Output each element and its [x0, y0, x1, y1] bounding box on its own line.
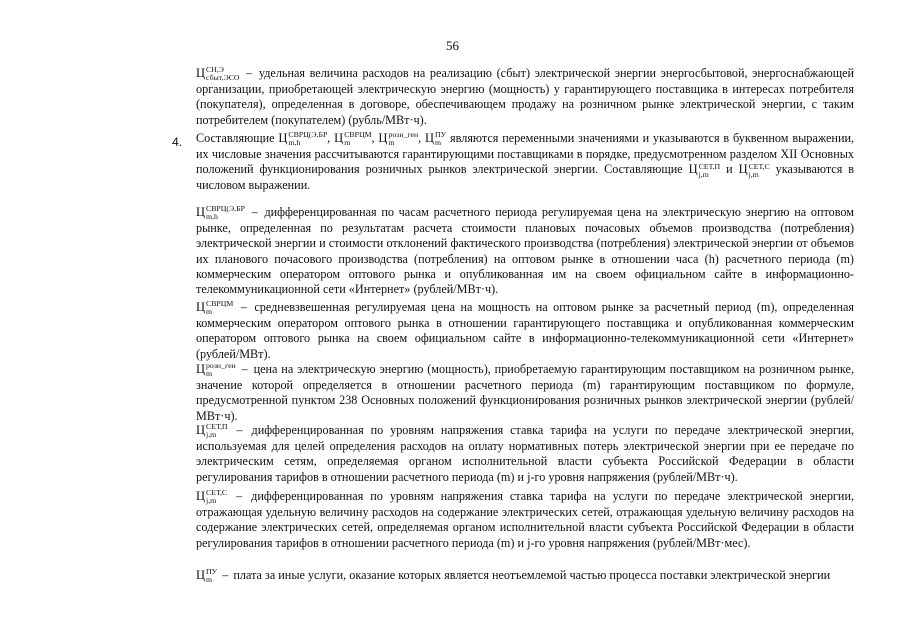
formula-symbol: Ц СВРЦ(Э,БР m,h — [278, 130, 328, 148]
definition-svrc-energy: Ц СВРЦ(Э,БР m,h – дифференцированная по часам расчетного периода регулируемая цена на электрическую энергию на оптовом рынке, определенная по результатам расчета стоимости плановых почасовых объемов производства (потребления) электрической энергии и стоимости отклонений фактического производства (потребления) электрической энергии от объемов их планового почасового производства (потребления) на оптовом рынке в отношении часа (h) расчетного периода (m) коммерческим оператором оптового рынка и опубликованная им на своем официальном сайте в информационно-телекоммуникационной сети «Интернет» (рублей/МВт·ч). — [196, 204, 855, 297]
formula-symbol: Ц ПУ m — [196, 567, 218, 585]
paragraph-text: удельная величина расходов на реализацию (сбыт) электрической энергии энергосбытовой, энергоснабжающей организации, приобретающей электрическую энергию (мощность) у гарантирующего поставщика в интересах потребителя (покупателя), определенная в договоре, обеспечивающем продажу на розничном рынке электрической энергии, с таким потребителем (покупателем) (рубль/МВт·ч). — [196, 66, 855, 127]
formula-symbol: Ц СЕТ,С j,m — [196, 488, 228, 506]
list-number: 4. — [172, 135, 183, 149]
definition-network-losses: Ц СЕТ,П j,m – дифференцированная по уровням напряжения ставка тарифа на услуги по передаче электрической энергии, используемая для целей определения расходов на оплату нормативных потерь электрической энергии при ее передаче по электрическим сетям, определяемая органом исполнительной власти субъекта Российской Федерации в области регулирования тарифов в отношении расчетного периода (m) и j-го уровня напряжения (рублей/МВт·ч). — [196, 422, 855, 484]
item-4-paragraph: Составляющие Ц СВРЦ(Э,БР m,h , Ц СВРЦМ m , Ц розн_ген m , Ц ПУ m являются переменными значениями и указываются в буквенном выражении, их числовые значения рассчитываются гарантирующими поставщиками в порядке, предусмотренном разделом XII Основных положений функционирования розничных рынков электрической энергии. Составляющие Ц СЕТ,П j,m и Ц СЕТ,С j,m указываются в числовом выражении. — [196, 130, 855, 193]
definition-network-maintenance: Ц СЕТ,С j,m – дифференцированная по уровням напряжения ставка тарифа на услуги по передаче электрической энергии, отражающая удельную величину расходов на содержание электрических сетей, отражающая удельную величину расходов на содержание электрических сетей, определяемая органом исполнительной власти субъекта Российской Федерации в области регулирования тарифов в отношении расчетного периода (m) и j-го уровня напряжения (рублей/МВт·мес). — [196, 488, 855, 550]
formula-symbol: Ц СВРЦМ m — [334, 130, 372, 148]
definition-svrc-capacity: Ц СВРЦМ m – средневзвешенная регулируемая цена на мощность на оптовом рынке за расчетный период (m), определенная коммерческим оператором оптового рынка в отношении гарантирующего поставщика и опубликованная коммерческим оператором оптового рынка на своем официальном сайте в информационно-телекоммуникационной сети «Интернет» (рублей/МВт). — [196, 299, 855, 361]
formula-symbol: Ц розн_ген m — [378, 130, 419, 148]
paragraph-sales-cost: Ц СН,Э сбыт,ЭСО – удельная величина расходов на реализацию (сбыт) электрической энергии энергосбытовой, энергоснабжающей организации, приобретающей электрическую энергию (мощность) у гарантирующего поставщика в интересах потребителя (покупателя), определенная в договоре, обеспечивающем продажу на розничном рынке электрической энергии, с таким потребителем (покупателем) (рубль/МВт·ч). — [196, 65, 855, 127]
formula-symbol: Ц СЕТ,П j,m — [688, 161, 721, 179]
formula-symbol: Ц СВРЦ(Э,БР m,h — [196, 204, 245, 222]
formula-symbol: Ц СЕТ,П j,m — [196, 422, 228, 440]
formula-symbol: Ц СВРЦМ m — [196, 299, 234, 317]
formula-symbol: Ц СН,Э сбыт,ЭСО — [196, 65, 240, 83]
formula-symbol: Ц СЕТ,С j,m — [738, 161, 770, 179]
page-number: 56 — [446, 38, 459, 53]
definition-other-services: Ц ПУ m – плата за иные услуги, оказание которых является неотъемлемой частью процесса поставки электрической энергии — [196, 567, 831, 585]
formula-symbol: Ц розн_ген m — [196, 361, 236, 379]
definition-retail-generation: Ц розн_ген m – цена на электрическую энергию (мощность), приобретаемую гарантирующим поставщиком на розничном рынке, значение которой определяется в отношении расчетного периода (m) гарантирующим поставщиком по формуле, предусмотренной пунктом 238 Основных положений функционирования розничных рынков электрической энергии (рублей/МВт·ч). — [196, 361, 855, 423]
formula-symbol: Ц ПУ m — [425, 130, 447, 148]
